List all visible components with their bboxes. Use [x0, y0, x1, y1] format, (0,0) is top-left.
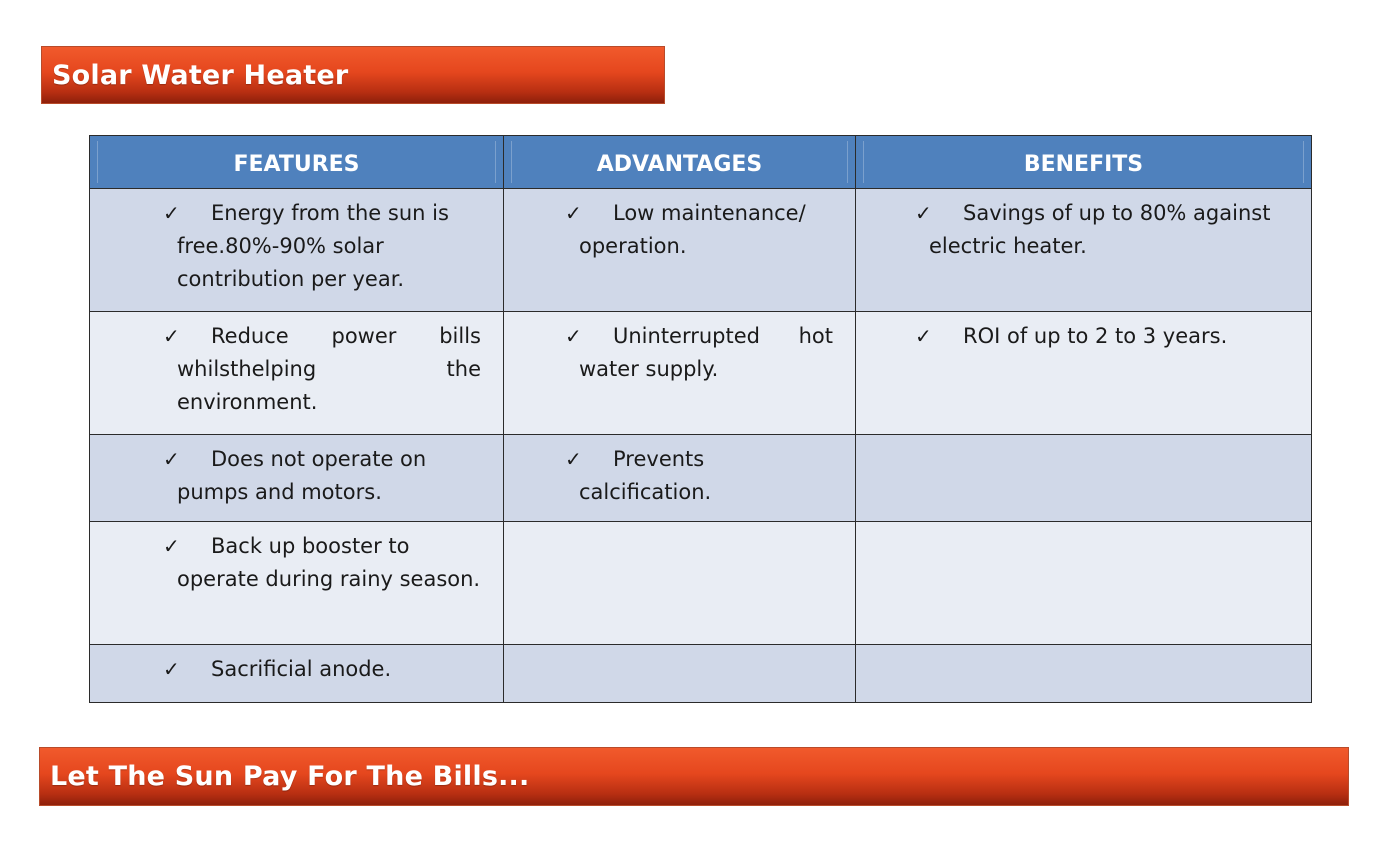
- table-row: [90, 312, 1312, 435]
- tagline-text: Let The Sun Pay For The Bills...: [50, 761, 530, 792]
- table-row: [90, 435, 1312, 522]
- checkmark-icon: ✓: [163, 324, 180, 348]
- advantage-cell-empty: [504, 645, 856, 703]
- feature-cell: [90, 312, 504, 435]
- feature-cell: [90, 522, 504, 645]
- benefit-cell: [856, 312, 1312, 435]
- feature-cell: [90, 435, 504, 522]
- checkmark-icon: ✓: [163, 447, 180, 471]
- advantage-text: Prevents calcification.: [579, 447, 712, 504]
- table-row: [90, 645, 1312, 703]
- checkmark-icon: ✓: [163, 657, 180, 681]
- column-header-features: FEATURES: [90, 136, 504, 189]
- features-table: [89, 135, 1312, 703]
- title-banner: [41, 46, 665, 104]
- benefit-cell-empty: [856, 522, 1312, 645]
- feature-cell: [90, 645, 504, 703]
- feature-text: Back up booster to operate during rainy season.: [177, 534, 481, 591]
- table-row: [90, 522, 1312, 645]
- table-header-row: [90, 136, 1312, 189]
- checkmark-icon: ✓: [163, 201, 180, 225]
- checkmark-icon: ✓: [915, 201, 932, 225]
- benefit-cell-empty: [856, 645, 1312, 703]
- advantage-cell: [504, 312, 856, 435]
- page-title: Solar Water Heater: [52, 59, 349, 91]
- benefit-cell-empty: [856, 435, 1312, 522]
- table-row: [90, 189, 1312, 312]
- tagline-banner: [39, 747, 1349, 806]
- checkmark-icon: ✓: [565, 201, 582, 225]
- checkmark-icon: ✓: [565, 447, 582, 471]
- advantage-text: Low maintenance/ operation.: [579, 201, 806, 258]
- feature-text: Reduce power bills whilsthelping the environment.: [177, 324, 481, 414]
- advantage-cell: [504, 189, 856, 312]
- benefit-cell: [856, 189, 1312, 312]
- column-header-advantages: ADVANTAGES: [504, 136, 856, 189]
- benefit-text: ROI of up to 2 to 3 years.: [963, 324, 1228, 348]
- feature-text: Does not operate on pumps and motors.: [177, 447, 427, 504]
- checkmark-icon: ✓: [163, 534, 180, 558]
- feature-text: Energy from the sun is free.80%-90% solar contribution per year.: [177, 201, 449, 291]
- checkmark-icon: ✓: [915, 324, 932, 348]
- advantage-cell-empty: [504, 522, 856, 645]
- benefit-text: Savings of up to 80% against electric heater.: [929, 201, 1271, 258]
- advantage-text: Uninterrupted hot water supply.: [579, 324, 833, 381]
- column-header-benefits: BENEFITS: [856, 136, 1312, 189]
- feature-text: Sacrificial anode.: [211, 657, 392, 681]
- feature-cell: [90, 189, 504, 312]
- checkmark-icon: ✓: [565, 324, 582, 348]
- advantage-cell: [504, 435, 856, 522]
